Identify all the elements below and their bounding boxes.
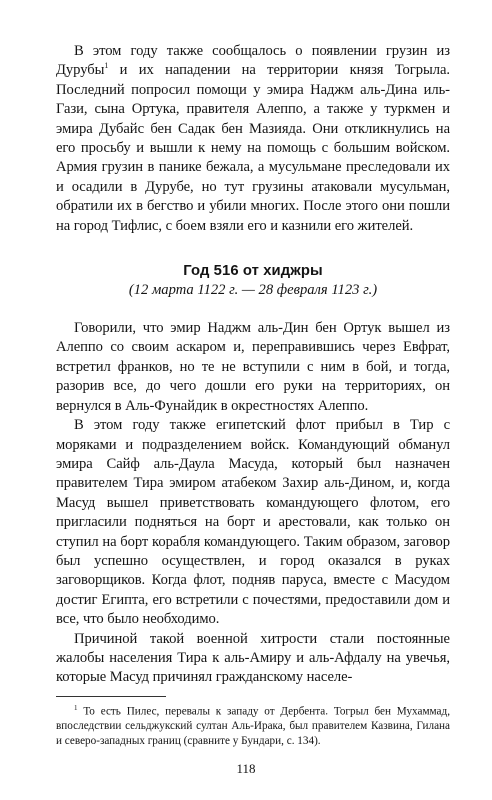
page-number: 118 [236, 761, 256, 776]
footnote [56, 701, 450, 749]
body-paragraph-1: Говорили, что эмир Наджм аль-Дин бен Ортук вышел из Алеппо со своим аскаром и, переправившись через Евфрат, встретил франков, но те не вступили с ним в бой, и тогда, разорив все, до чего дошли его руки на территориях, он вернулся в Аль-Фунайдик в окрестностях Алеппо. [56, 320, 450, 414]
intro-text-after-note: и их нападении на территории князя Тогрыла. Последний попросил помощи у эмира Наджм аль-Дина иль-Гази, сына Ортука, правителя Алеппо, а также у туркмен и эмира Дубайс бен Садак бен Мазияда. Они откликнулись на его просьбу и вышли к нему на помощь с большим войском. Армия грузин в панике бежала, а мусульмане преследовали их и осадили в Дурубе, но тут грузины атаковали мусульман, обратили их в бегство и убили многих. После этого они пошли на город Тифлис, с боем взяли его и казнили его жителей. [56, 62, 450, 234]
page-body [56, 42, 450, 748]
footnote-text: То есть Пилес, перевалы к западу от Дербента. Тогрыл бен Мухаммад, впоследствии сельджукский султан Аль-Ирака, был правителем Казвина, Гилана и северо-западных границ (сравните у Бундари, с. 134). [56, 705, 451, 747]
footnote-divider [56, 696, 166, 697]
footnote-reference-mark: 1 [104, 61, 109, 71]
section-title: Год 516 от хиджры [183, 263, 323, 280]
heading-spacer [56, 300, 450, 319]
body-paragraph-3: Причиной такой военной хитрости стали постоянные жалобы населения Тира к аль-Амиру и аль-Афдалу на увечья, которые Масуд причинял гражданскому населе- [56, 630, 450, 686]
section-dates: (12 марта 1122 г. — 28 февраля 1123 г.) [128, 282, 378, 299]
footnote-mark: 1 [74, 703, 78, 712]
intro-paragraph [56, 42, 450, 236]
body-paragraph-2: В этом году также египетский флот прибыл в Тир с моряками и подразделением войск. Командующий обманул эмира Сайф аль-Даула Масуда, который был назначен правителем Тира эмиром атабеком Захир аль-Дином, и, когда Масуд вышел приветствовать командующего флотом, его пригласили подняться на борт и арестовали, как только он ступил на борт корабля командующего. Таким образом, заговор был успешно осуществлен, и город оказался в руках заговорщиков. Когда флот, подняв паруса, вместе с Масудом достиг Египта, его встретили с почестями, предоставили дом и все, что было необходимо. [56, 417, 450, 628]
section-heading [56, 262, 450, 300]
intro-text-before-note: В этом году также сообщалось о появлении грузин из Дурубы [56, 43, 450, 79]
